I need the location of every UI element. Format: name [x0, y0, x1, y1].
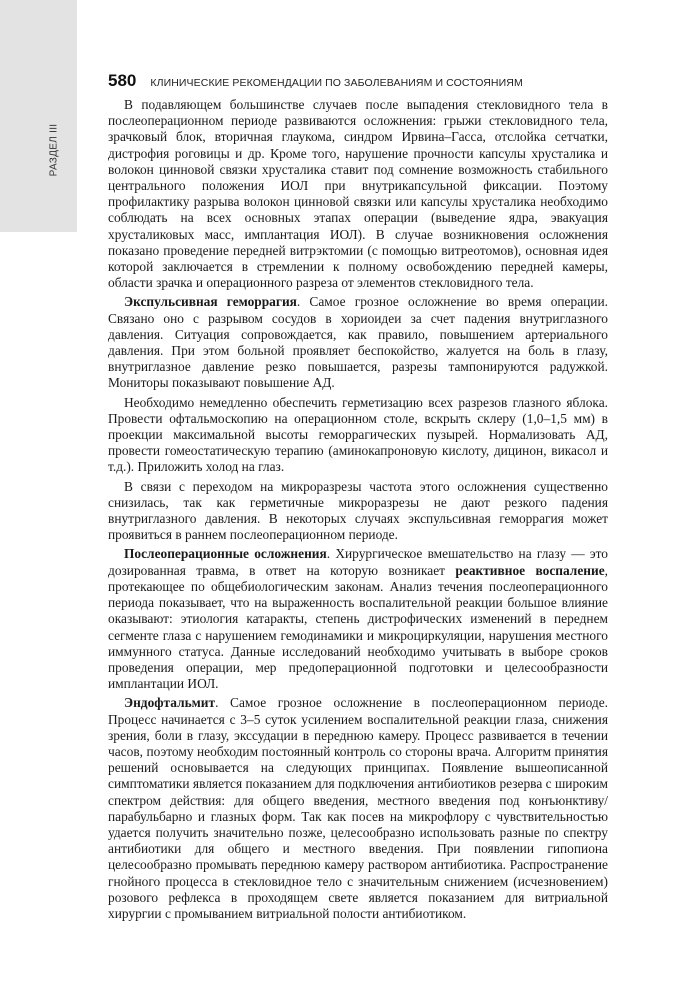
paragraph-emphasis: реактивное воспаление	[455, 562, 605, 578]
paragraph-text-tail: , протекающее по общебиологическим законам. Анализ течения послеоперационного периода показывает, что на выраженность воспалительной реакции большое влияние оказывают: этиология катаракты, степень дистрофических изменений в переднем сегменте глаза с нарушением гемодинамики и микроциркуляции, нарушения местного иммунного статуса. Данные исследований необходимо учитывать в выборе сроков проведения операции, мер предоперационной подготовки и целесообразности имплантации ИОЛ.	[108, 562, 608, 692]
paragraph-hemorrhage-management	[108, 395, 608, 476]
paragraph-endophthalmitis	[108, 695, 608, 922]
paragraph-text: В подавляющем большинстве случаев после выпадения стекловидного тела в послеоперационном периоде развиваются осложнения: грыжи стекловидного тела, зрачковый блок, вторичная глаукома, синдром Ирвина–Гасса, отслойка сетчатки, дистрофия роговицы и др. Кроме того, нарушение прочности капсулы хрусталика и волокон цинновой связки хрусталика ставит под сомнение возможность стабильного центрального положения ИОЛ при внутрикапсульной фиксации. Поэтому профилактику разрыва волокон цинновой связки или капсулы хрусталика необходимо соблюдать на всех основных этапах операции (выведение ядра, эвакуация хрусталиковых масс, имплантация ИОЛ). В случае возникновения осложнения показано проведение передней витрэктомии (с помощью витреотомов), основная идея которой заключается в стремлении к полному освобождению передней камеры, области зрачка и операционного разреза от элементов стекловидного тела.	[108, 97, 608, 291]
paragraph-vitreous-loss	[108, 97, 608, 291]
paragraph-heading: Экспульсивная геморрагия	[124, 294, 297, 310]
paragraph-heading: Послеоперационные осложнения	[124, 546, 327, 562]
page-header	[108, 71, 523, 91]
paragraph-text: В связи с переходом на микроразрезы частота этого осложнения существенно снизилась, так как герметичные микроразрезы не дают резкого падения внутриглазного давления. В некоторых случаях экспульсивная геморрагия может проявиться в раннем послеоперационном периоде.	[108, 478, 608, 543]
paragraph-text: . Хирургическое вмешательство на глазу — это дозированная травма, в ответ на которую возникает	[108, 546, 608, 578]
paragraph-postoperative-complications	[108, 546, 608, 692]
section-side-tab	[0, 0, 77, 232]
paragraph-microincisions	[108, 479, 608, 544]
running-head: КЛИНИЧЕСКИЕ РЕКОМЕНДАЦИИ ПО ЗАБОЛЕВАНИЯМ И СОСТОЯНИЯМ	[150, 77, 523, 89]
paragraph-heading: Эндофтальмит	[124, 695, 216, 711]
paragraph-text: . Самое грозное осложнение во время операции. Связано оно с разрывом сосудов в хориоидеи за счет падения внутриглазного давления. Ситуация сопровождается, как правило, повышением артериального давления. При этом больной проявляет беспокойство, жалуется на боль в глазу, внутриглазное давление резко повышается, разрезы тампонируются радужкой. Мониторы показывают повышение АД.	[108, 294, 608, 391]
paragraph-text: Необходимо немедленно обеспечить герметизацию всех разрезов глазного яблока. Провести офтальмоскопию на операционном столе, вскрыть склеру (1,0–1,5 мм) в проекции максимальной высоты геморрагических пузырей. Нормализовать АД, провести гомеостатическую терапию (аминокапроновую кислоту, дицинон, викасол и т.д.). Приложить холод на глаз.	[108, 394, 608, 475]
page-number: 580	[108, 71, 137, 90]
section-label: РАЗДЕЛ III	[48, 123, 60, 177]
paragraph-text: . Самое грозное осложнение в послеоперационном периоде. Процесс начинается с 3–5 суток усилением воспалительной реакции глаза, снижения зрения, боли в глазу, экссудации в переднюю камеру. Процесс развивается в течении часов, поэтому необходим постоянный контроль со стороны врача. Алгоритм принятия решений основывается на следующих принципах. Появление вышеописанной симптоматики является показанием для подключения антибиотиков резерва с широким спектром действия: для общего введения, местного введения под конъюнктиву/парабульбарно и глазных форм. Так как посев на микрофлору с чувствительностью удается получить значительно позже, целесообразно использовать разные по спектру антибиотики для общего и местного введения. При появлении гипопиона целесообразно промывать переднюю камеру раствором антибиотика. Распространение гнойного процесса в стекловидное тело с значительным снижением (исчезновением) розового рефлекса в проходящем свете является показанием для витриальной хирургии с промыванием витриальной полости антибиотиком.	[108, 695, 608, 921]
body-text	[108, 97, 608, 925]
paragraph-expulsive-hemorrhage	[108, 294, 608, 391]
